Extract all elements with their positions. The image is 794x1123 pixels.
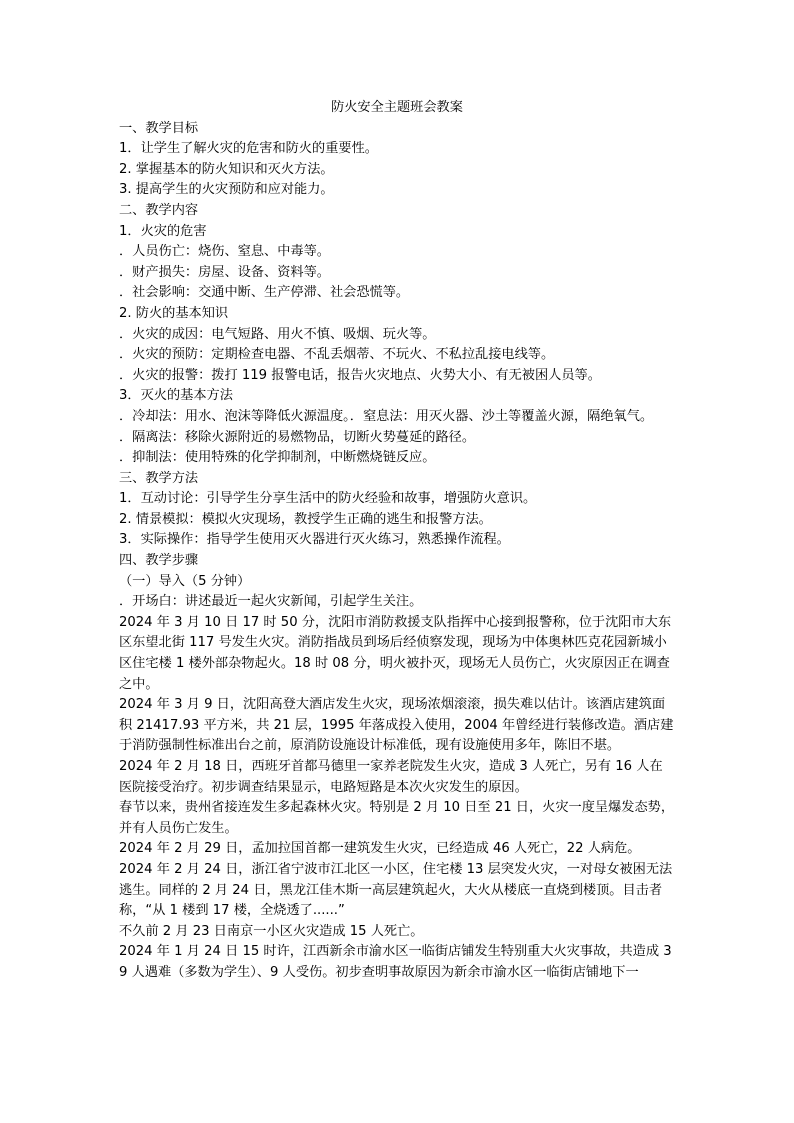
paragraph-line: ．火灾的成因：电气短路、用火不慎、吸烟、玩火等。 [119,326,436,342]
paragraph-line: ．冷却法：用水、泡沫等降低火源温度。．窒息法：用灭火器、沙土等覆盖火源，隔绝氧气。 [119,408,654,424]
paragraph-line: 3. 提高学生的火灾预防和应对能力。 [119,182,334,198]
paragraph-line: ．财产损失：房屋、设备、资料等。 [119,264,330,280]
paragraph-line: ．隔离法：移除火源附近的易燃物品，切断火势蔓延的路径。 [119,429,476,445]
paragraph-line: ．抑制法：使用特殊的化学抑制剂，中断燃烧链反应。 [119,450,436,466]
section-heading-content: 二、教学内容 [119,202,199,218]
paragraph-line: 1．互动讨论：引导学生分享生活中的防火经验和故事，增强防火意识。 [119,491,537,507]
news-paragraph: 不久前 2 月 23 日南京一小区火灾造成 15 人死亡。 [119,923,424,939]
subheading: 2. 防火的基本知识 [119,305,229,321]
news-paragraph: 2024 年 1 月 24 日 15 时许，江西新余市渝水区一临街店铺发生特别重大火灾事故，共造成 39 人遇难（多数为学生）、9 人受伤。初步查明事故原因为新余市渝水区一临街店铺地下一 [119,944,672,980]
section-heading-goals: 一、教学目标 [119,120,199,136]
subheading: （一）导入（5 分钟） [119,573,251,589]
document-title: 防火安全主题班会教案 [331,100,463,115]
news-paragraph: 2024 年 3 月 10 日 17 时 50 分，沈阳市消防救援支队指挥中心接到报警称，位于沈阳市大东区东望北街 117 号发生火灾。消防指战员到场后经侦察发现，现场为中体奥林匹克花园新城小区住宅楼 1 楼外部杂物起火。18 时 08 分，明火被扑灭，现场无人员伤亡，火灾原因正在调查之中。 [119,614,672,692]
paragraph-line: ．火灾的预防：定期检查电器、不乱丢烟蒂、不玩火、不私拉乱接电线等。 [119,347,555,363]
news-paragraph: 2024 年 2 月 18 日，西班牙首都马德里一家养老院发生火灾，造成 3 人死亡，另有 16 人在医院接受治疗。初步调查结果显示，电路短路是本次火灾发生的原因。 [119,759,663,795]
paragraph-line: 2. 掌握基本的防火知识和灭火方法。 [119,161,334,177]
subheading: 3．灭火的基本方法 [119,388,233,404]
paragraph-line: ．社会影响：交通中断、生产停滞、社会恐慌等。 [119,285,410,301]
news-paragraph: 2024 年 2 月 24 日，浙江省宁波市江北区一小区，住宅楼 13 层突发火灾，一对母女被困无法逃生。同样的 2 月 24 日，黑龙江佳木斯一高层建筑起火，大火从楼底一直烧到楼顶。目击者称，“从 1 楼到 17 楼，全烧透了......” [119,861,673,919]
paragraph-line: ．人员伤亡：烧伤、窒息、中毒等。 [119,244,330,260]
news-paragraph: 2024 年 3 月 9 日，沈阳高登大酒店发生火灾，现场浓烟滚滚，损失难以估计。该酒店建筑面积 21417.93 平方米，共 21 层，1995 年落成投入使用，2004 年曾经进行装修改造。酒店建于消防强制性标准出台之前，原消防设施设计标准低，现有设施使用多年，陈旧不堪。 [119,697,674,754]
paragraph-line: 3．实际操作：指导学生使用灭火器进行灭火练习，熟悉操作流程。 [119,532,510,548]
news-paragraph: 2024 年 2 月 29 日，孟加拉国首都一建筑发生火灾，已经造成 46 人死亡，22 人病危。 [119,841,641,857]
paragraph-line: ．火灾的报警：拨打 119 报警电话，报告火灾地点、火势大小、有无被困人员等。 [119,367,601,383]
paragraph-line: ．开场白：讲述最近一起火灾新闻，引起学生关注。 [119,594,423,610]
document-body [119,98,675,984]
paragraph-line: 1．让学生了解火灾的危害和防火的重要性。 [119,141,378,157]
news-paragraph: 春节以来，贵州省接连发生多起森林火灾。特别是 2 月 10 日至 21 日，火灾一度呈爆发态势，并有人员伤亡发生。 [119,800,675,836]
section-heading-steps: 四、教学步骤 [119,553,199,569]
paragraph-line: 2. 情景模拟：模拟火灾现场，教授学生正确的逃生和报警方法。 [119,511,492,527]
subheading: 1．火灾的危害 [119,223,207,239]
section-heading-methods: 三、教学方法 [119,470,199,486]
